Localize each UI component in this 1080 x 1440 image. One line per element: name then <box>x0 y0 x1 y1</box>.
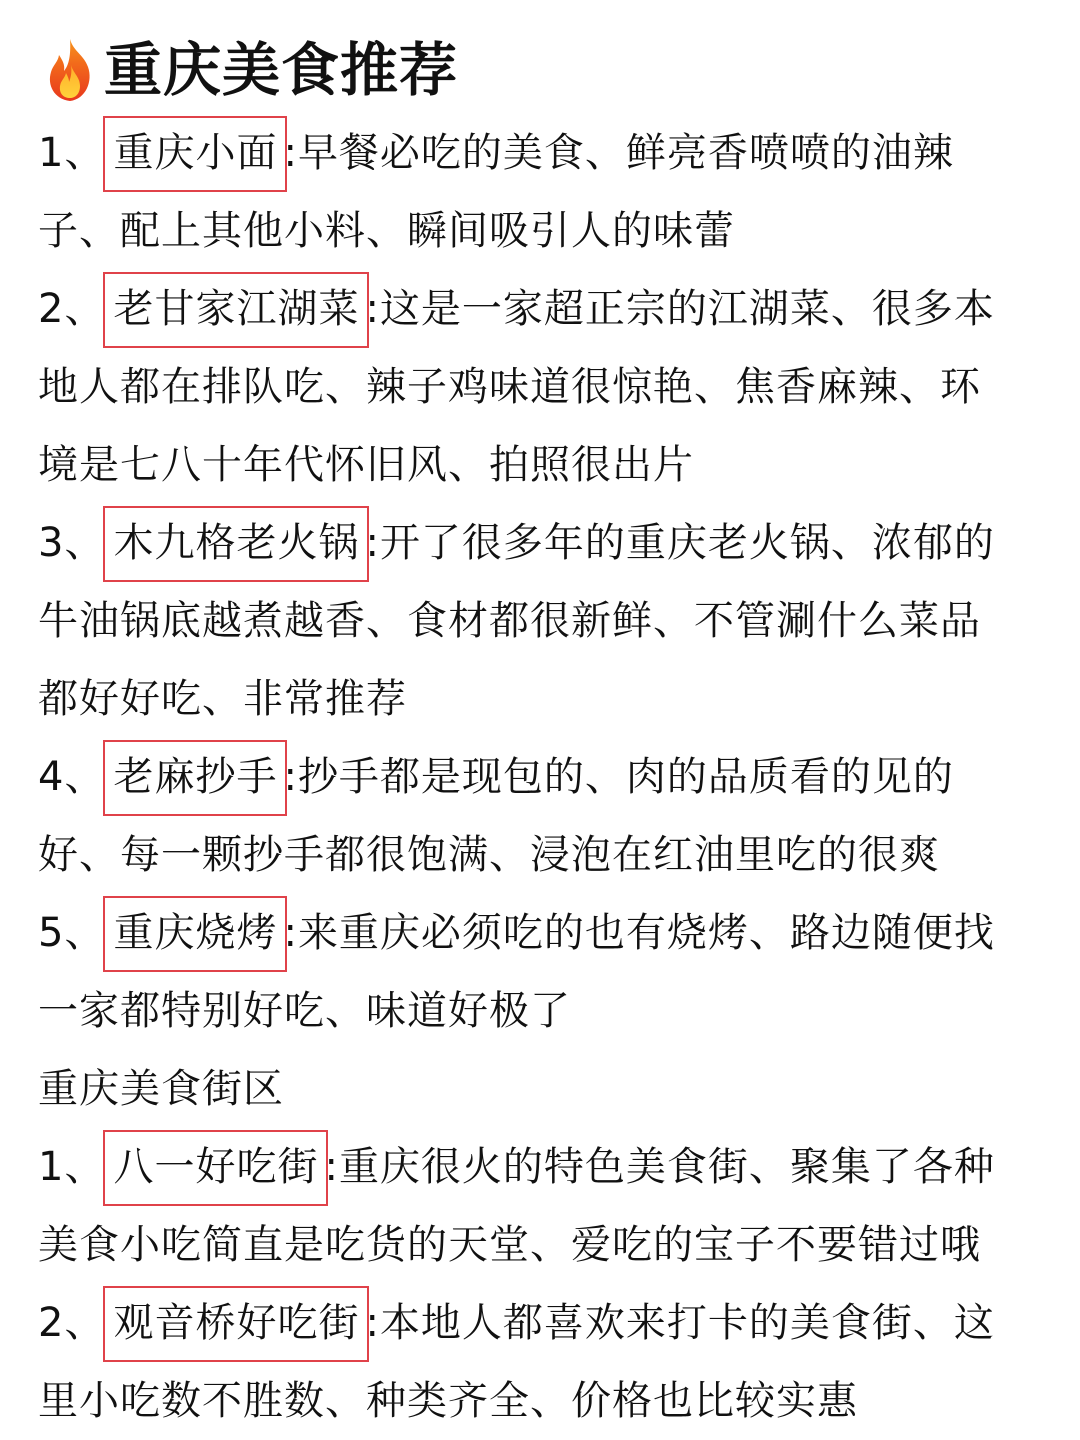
list-item-line <box>38 1206 981 1284</box>
item-description: 本地人都喜欢来打卡的美食街、这 <box>379 1300 995 1346</box>
fire-icon <box>40 35 100 105</box>
item-number: 5、 <box>38 910 106 956</box>
item-description: 地人都在排队吃、辣子鸡味道很惊艳、焦香麻辣、环 <box>38 364 981 410</box>
item-number: 2、 <box>38 1300 106 1346</box>
item-description: 来重庆必须吃的也有烧烤、路边随便找 <box>297 910 995 956</box>
list-item-line <box>38 114 954 192</box>
item-description: 牛油锅底越煮越香、食材都很新鲜、不管涮什么菜品 <box>38 598 981 644</box>
list-item-line <box>38 426 694 504</box>
separator: : <box>283 754 298 800</box>
list-item-line <box>38 816 940 894</box>
section-heading <box>38 1050 284 1128</box>
highlighted-name: 木九格老火锅 <box>105 504 365 582</box>
list-item-line <box>38 582 981 660</box>
highlighted-name: 重庆小面 <box>105 114 283 192</box>
item-description: 里小吃数不胜数、种类齐全、价格也比较实惠 <box>38 1378 858 1424</box>
list-item-line <box>38 738 954 816</box>
separator: : <box>365 286 380 332</box>
highlighted-name: 老甘家江湖菜 <box>105 270 365 348</box>
separator: : <box>283 910 298 956</box>
highlighted-name: 观音桥好吃街 <box>105 1284 365 1362</box>
item-number: 3、 <box>38 520 106 566</box>
list-item-line <box>38 348 981 426</box>
page-title: 重庆美食推荐 <box>104 36 459 104</box>
list-item-line <box>38 660 407 738</box>
list-item-line <box>38 894 995 972</box>
list-item-line <box>38 270 995 348</box>
title-row <box>40 28 458 112</box>
item-number: 4、 <box>38 754 106 800</box>
list-item-line <box>38 972 571 1050</box>
list-item-line <box>38 192 735 270</box>
list-item-line <box>38 1362 858 1440</box>
list-item-line <box>38 1284 995 1362</box>
item-description: 重庆很火的特色美食街、聚集了各种 <box>338 1144 995 1190</box>
separator: : <box>365 520 380 566</box>
list-item-line <box>38 1128 995 1206</box>
item-number: 1、 <box>38 130 106 176</box>
list-item-line <box>38 504 995 582</box>
separator: : <box>283 130 298 176</box>
highlighted-name: 老麻抄手 <box>105 738 283 816</box>
item-description: 都好好吃、非常推荐 <box>38 676 407 722</box>
item-description: 子、配上其他小料、瞬间吸引人的味蕾 <box>38 208 735 254</box>
item-description: 境是七八十年代怀旧风、拍照很出片 <box>38 442 694 488</box>
item-description: 好、每一颗抄手都很饱满、浸泡在红油里吃的很爽 <box>38 832 940 878</box>
item-description: 开了很多年的重庆老火锅、浓郁的 <box>379 520 995 566</box>
item-description: 早餐必吃的美食、鲜亮香喷喷的油辣 <box>297 130 954 176</box>
item-number: 2、 <box>38 286 106 332</box>
item-description: 一家都特别好吃、味道好极了 <box>38 988 571 1034</box>
item-description: 这是一家超正宗的江湖菜、很多本 <box>379 286 995 332</box>
separator: : <box>365 1300 380 1346</box>
item-description: 抄手都是现包的、肉的品质看的见的 <box>297 754 954 800</box>
item-number: 1、 <box>38 1144 106 1190</box>
item-description: 美食小吃简直是吃货的天堂、爱吃的宝子不要错过哦 <box>38 1222 981 1268</box>
highlighted-name: 重庆烧烤 <box>105 894 283 972</box>
separator: : <box>324 1144 339 1190</box>
section-heading-text: 重庆美食街区 <box>38 1066 284 1112</box>
highlighted-name: 八一好吃街 <box>105 1128 324 1206</box>
